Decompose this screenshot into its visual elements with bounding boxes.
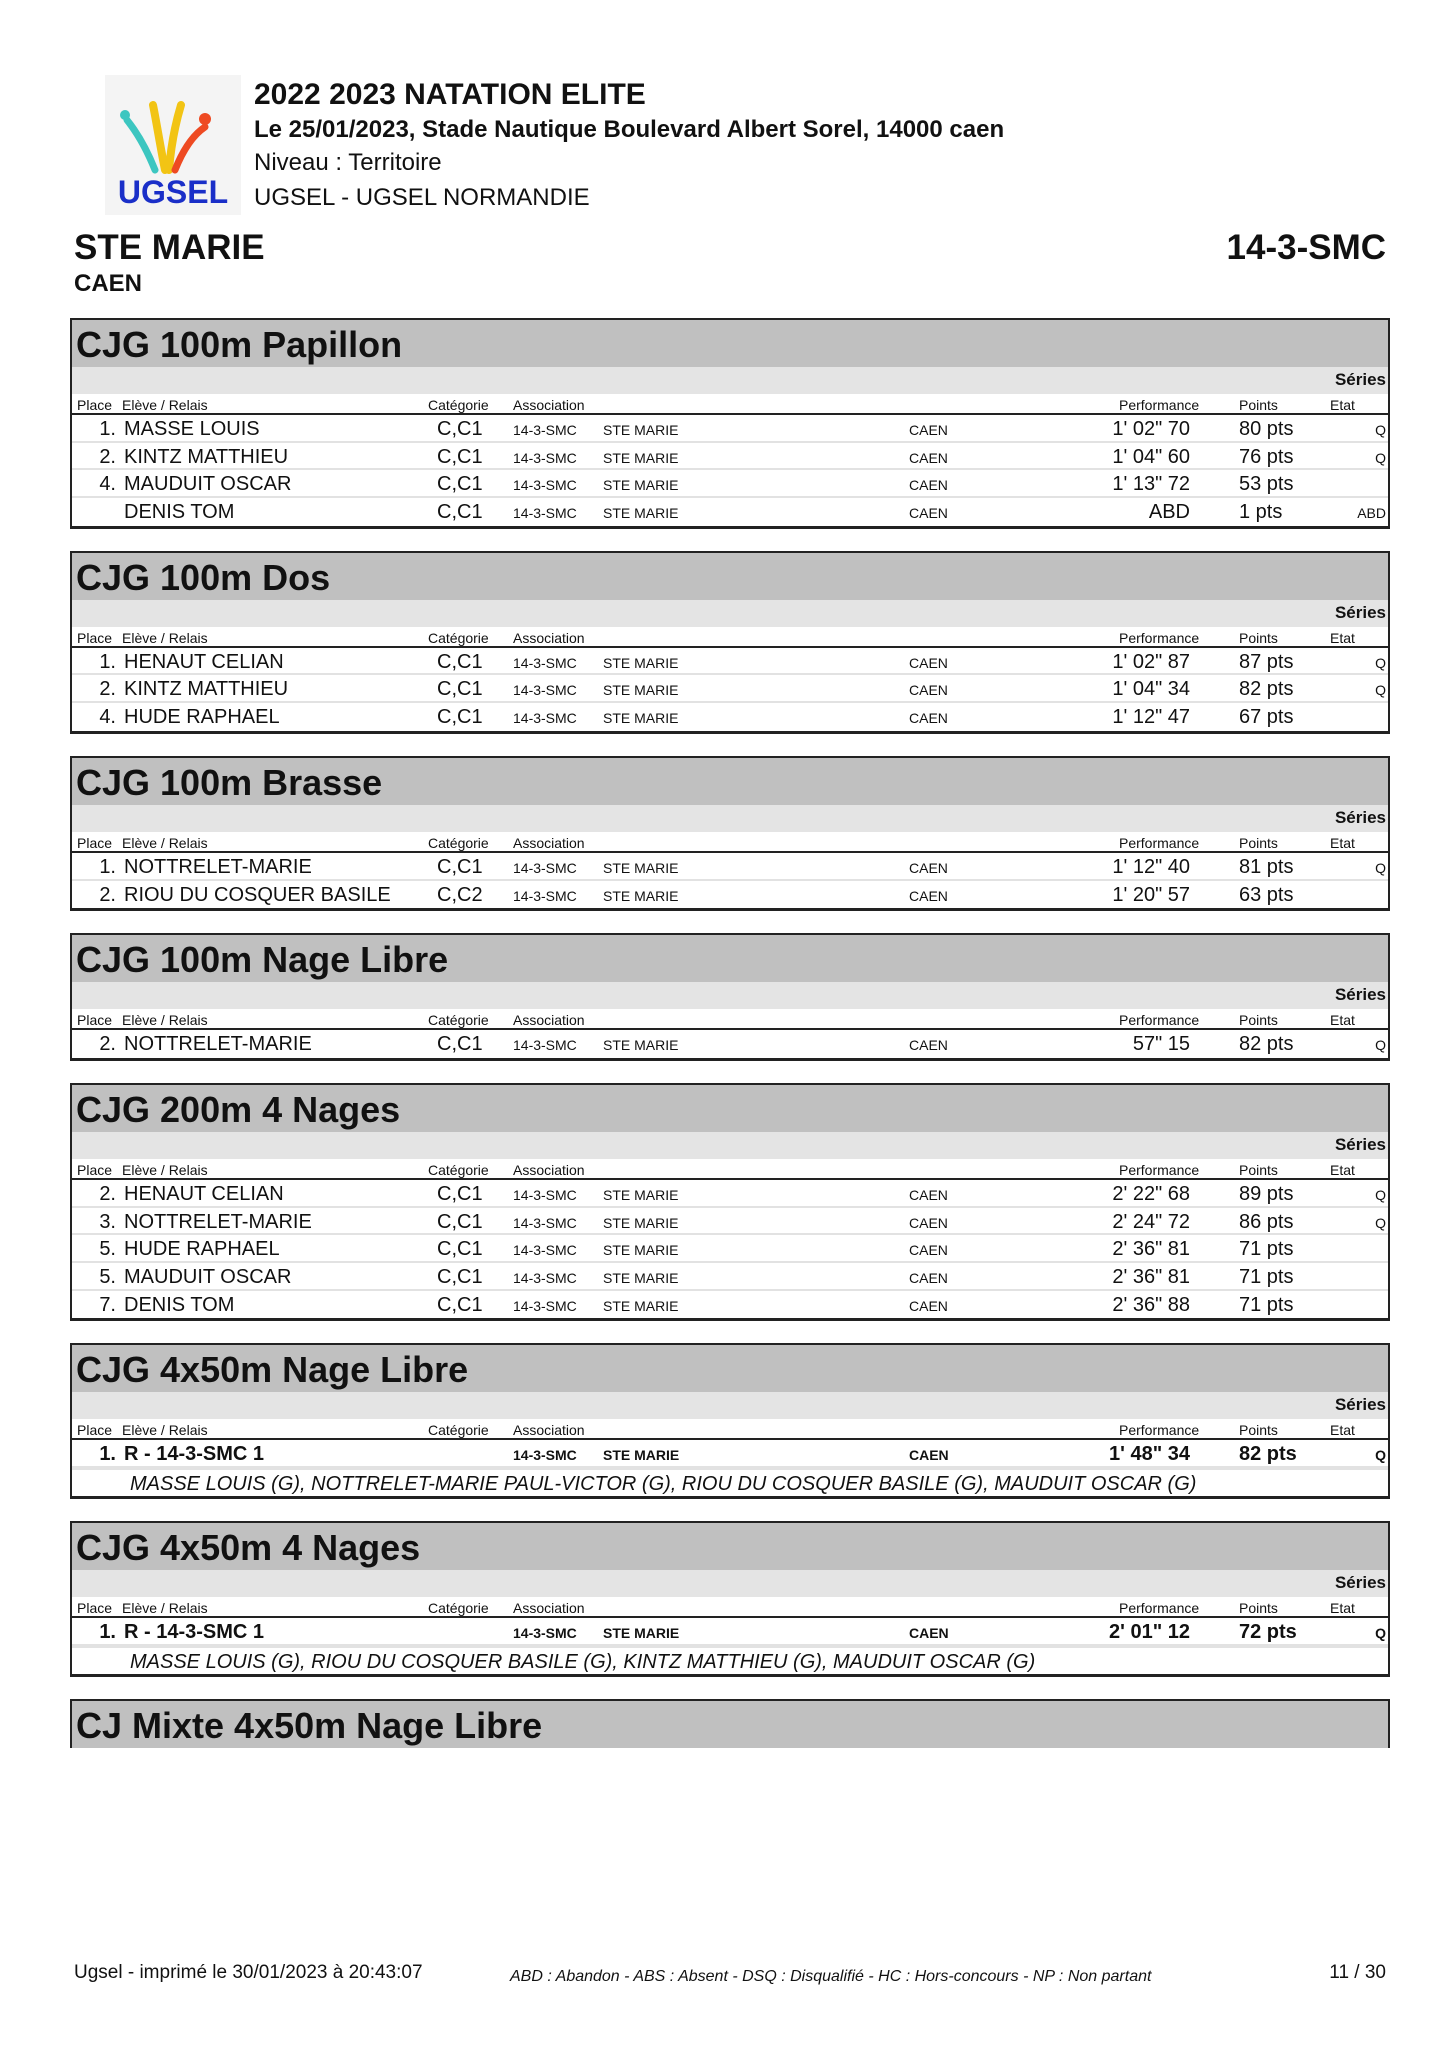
column-header-row xyxy=(72,627,1388,648)
category: C,C1 xyxy=(437,1238,483,1261)
swimmer-name: MASSE LOUIS xyxy=(124,418,260,440)
col-eleve: Elève / Relais xyxy=(122,397,208,413)
col-association: Association xyxy=(513,629,585,646)
place: 1. xyxy=(99,418,116,440)
event-section xyxy=(70,1521,1390,1677)
association-city: CAEN xyxy=(909,1242,948,1259)
col-association: Association xyxy=(513,1012,585,1029)
place: 1. xyxy=(99,650,116,673)
col-association: Association xyxy=(513,1422,585,1439)
result-row xyxy=(72,443,1388,471)
points: 87 pts xyxy=(1239,650,1294,673)
performance: ABD xyxy=(1148,501,1190,524)
performance: 1' 20" 57 xyxy=(1112,883,1190,906)
association-name: STE MARIE xyxy=(603,859,679,876)
club-name: STE MARIE xyxy=(74,228,265,267)
result-row xyxy=(72,415,1388,443)
association-name: STE MARIE xyxy=(603,1186,679,1203)
association-city: CAEN xyxy=(909,887,948,904)
association-code: 14-3-SMC xyxy=(513,1625,577,1641)
performance: 2' 22" 68 xyxy=(1112,1182,1190,1205)
series-label: Séries xyxy=(1334,1395,1386,1415)
association-code: 14-3-SMC xyxy=(513,1214,577,1231)
place: 3. xyxy=(99,1210,116,1233)
place: 4. xyxy=(99,473,116,496)
swimmer-name: NOTTRELET-MARIE xyxy=(124,1033,312,1056)
event-title: CJG 100m Nage Libre xyxy=(72,935,1388,982)
category: C,C1 xyxy=(437,418,483,440)
place: 2. xyxy=(99,445,116,468)
points: 72 pts xyxy=(1239,1621,1297,1643)
relay-row xyxy=(72,1618,1388,1646)
association-name: STE MARIE xyxy=(603,1447,680,1464)
points: 81 pts xyxy=(1239,855,1294,878)
category: C,C1 xyxy=(437,1265,483,1288)
swimmer-name: HENAUT CELIAN xyxy=(124,1182,284,1205)
place: 2. xyxy=(99,678,116,701)
col-eleve: Elève / Relais xyxy=(122,1422,208,1439)
event-title: CJG 4x50m Nage Libre xyxy=(72,1345,1388,1392)
association-code: 14-3-SMC xyxy=(513,422,577,438)
series-label: Séries xyxy=(1334,1134,1386,1154)
column-header-row xyxy=(72,832,1388,853)
category: C,C1 xyxy=(437,1293,483,1316)
result-row xyxy=(72,470,1388,498)
event-title: CJG 200m 4 Nages xyxy=(72,1085,1388,1132)
col-categorie: Catégorie xyxy=(428,1422,489,1439)
col-etat: Etat xyxy=(1330,1600,1355,1616)
points: 63 pts xyxy=(1239,883,1294,906)
place: 1. xyxy=(99,1443,116,1466)
performance: 1' 04" 60 xyxy=(1112,445,1190,468)
place: 2. xyxy=(99,883,116,906)
swimmer-name: RIOU DU COSQUER BASILE xyxy=(124,883,391,906)
association-city: CAEN xyxy=(909,1625,949,1641)
association-city: CAEN xyxy=(909,1214,948,1231)
performance: 57" 15 xyxy=(1132,1033,1190,1056)
points: 67 pts xyxy=(1239,706,1294,729)
relay-members-text: MASSE LOUIS (G), NOTTRELET-MARIE PAUL-VICTOR (G), RIOU DU COSQUER BASILE (G), MAUDUIT OSCAR (G) xyxy=(130,1473,1197,1495)
association-name: STE MARIE xyxy=(603,505,679,522)
col-place: Place xyxy=(77,397,113,413)
association-code: 14-3-SMC xyxy=(513,682,577,699)
association-name: STE MARIE xyxy=(603,1269,679,1286)
col-categorie: Catégorie xyxy=(428,1012,489,1029)
swimmer-name: DENIS TOM xyxy=(124,1293,235,1316)
swimmer-name: DENIS TOM xyxy=(124,501,235,524)
col-place: Place xyxy=(77,629,113,646)
points: 89 pts xyxy=(1239,1182,1294,1205)
association-name: STE MARIE xyxy=(603,1242,679,1259)
etat: Q xyxy=(1375,1214,1386,1231)
competition-date-venue: Le 25/01/2023, Stade Nautique Boulevard Albert Sorel, 14000 caen xyxy=(254,116,1005,143)
points: 71 pts xyxy=(1239,1238,1294,1261)
points: 1 pts xyxy=(1239,501,1283,524)
association-code: 14-3-SMC xyxy=(513,1037,577,1054)
col-place: Place xyxy=(77,1600,113,1616)
performance: 1' 12" 47 xyxy=(1112,706,1190,729)
association-code: 14-3-SMC xyxy=(513,449,577,466)
association-code: 14-3-SMC xyxy=(513,654,577,671)
column-header-row xyxy=(72,1597,1388,1618)
footer-printed: Ugsel - imprimé le 30/01/2023 à 20:43:07 xyxy=(74,1962,423,1983)
result-row xyxy=(72,1291,1388,1319)
association-city: CAEN xyxy=(909,1297,948,1314)
col-eleve: Elève / Relais xyxy=(122,1600,208,1616)
place: 4. xyxy=(99,706,116,729)
place: 5. xyxy=(99,1265,116,1288)
col-points: Points xyxy=(1239,1422,1278,1439)
col-eleve: Elève / Relais xyxy=(122,629,208,646)
series-band xyxy=(72,1132,1388,1159)
association-name: STE MARIE xyxy=(603,1297,679,1314)
association-code: 14-3-SMC xyxy=(513,710,577,727)
performance: 2' 36" 81 xyxy=(1112,1265,1190,1288)
association-code: 14-3-SMC xyxy=(513,505,577,522)
performance: 1' 02" 87 xyxy=(1112,650,1190,673)
col-etat: Etat xyxy=(1330,629,1355,646)
competition-title: 2022 2023 NATATION ELITE xyxy=(254,78,646,111)
place: 1. xyxy=(99,1621,116,1643)
association-code: 14-3-SMC xyxy=(513,887,577,904)
association-city: CAEN xyxy=(909,1186,948,1203)
etat: ABD xyxy=(1357,505,1386,522)
place: 2. xyxy=(99,1182,116,1205)
association-city: CAEN xyxy=(909,859,948,876)
relay-members xyxy=(72,1646,1388,1674)
col-performance: Performance xyxy=(1119,1422,1200,1439)
col-categorie: Catégorie xyxy=(428,1161,489,1178)
category: C,C1 xyxy=(437,445,483,468)
col-eleve: Elève / Relais xyxy=(122,834,208,851)
col-association: Association xyxy=(513,834,585,851)
category: C,C1 xyxy=(437,473,483,496)
result-row xyxy=(72,703,1388,731)
association-code: 14-3-SMC xyxy=(513,1269,577,1286)
col-points: Points xyxy=(1239,1161,1278,1178)
association-code: 14-3-SMC xyxy=(513,859,577,876)
swimmer-name: KINTZ MATTHIEU xyxy=(124,445,289,468)
col-performance: Performance xyxy=(1119,834,1200,851)
series-band xyxy=(72,1392,1388,1419)
col-performance: Performance xyxy=(1119,1161,1200,1178)
swimmer-name: MAUDUIT OSCAR xyxy=(124,473,292,496)
ugsel-logo xyxy=(105,75,241,215)
series-label: Séries xyxy=(1334,602,1386,622)
swimmer-name: R - 14-3-SMC 1 xyxy=(124,1443,265,1466)
svg-text:UGSEL: UGSEL xyxy=(117,174,229,210)
col-eleve: Elève / Relais xyxy=(122,1161,208,1178)
col-performance: Performance xyxy=(1119,397,1200,413)
result-row xyxy=(72,881,1388,909)
category: C,C1 xyxy=(437,678,483,701)
footer-legend: ABD : Abandon - ABS : Absent - DSQ : Disqualifié - HC : Hors-concours - NP : Non partant xyxy=(510,1968,1152,1985)
relay-row xyxy=(72,1440,1388,1468)
result-row xyxy=(72,648,1388,676)
col-etat: Etat xyxy=(1330,397,1355,413)
series-label: Séries xyxy=(1334,370,1386,389)
performance: 1' 04" 34 xyxy=(1112,678,1190,701)
association-name: STE MARIE xyxy=(603,477,679,494)
col-association: Association xyxy=(513,397,585,413)
column-header-row xyxy=(72,1009,1388,1030)
association-name: STE MARIE xyxy=(603,1214,679,1231)
event-section xyxy=(70,1083,1390,1321)
association-city: CAEN xyxy=(909,422,948,438)
performance: 2' 36" 88 xyxy=(1112,1293,1190,1316)
col-place: Place xyxy=(77,1161,113,1178)
result-row xyxy=(72,1235,1388,1263)
event-section xyxy=(70,318,1390,529)
col-points: Points xyxy=(1239,397,1278,413)
col-performance: Performance xyxy=(1119,1012,1200,1029)
column-header-row xyxy=(72,1419,1388,1440)
swimmer-name: HENAUT CELIAN xyxy=(124,650,284,673)
performance: 2' 24" 72 xyxy=(1112,1210,1190,1233)
event-title: CJG 100m Dos xyxy=(72,553,1388,600)
col-etat: Etat xyxy=(1330,1422,1355,1439)
event-title: CJG 100m Brasse xyxy=(72,758,1388,805)
event-section xyxy=(70,551,1390,734)
performance: 1' 02" 70 xyxy=(1112,418,1190,440)
event-section xyxy=(70,1343,1390,1499)
event-section xyxy=(70,933,1390,1061)
event-title: CJG 100m Papillon xyxy=(72,320,1388,367)
swimmer-name: HUDE RAPHAEL xyxy=(124,1238,280,1261)
etat: Q xyxy=(1375,1186,1386,1203)
points: 80 pts xyxy=(1239,418,1294,440)
points: 76 pts xyxy=(1239,445,1294,468)
association-city: CAEN xyxy=(909,477,948,494)
result-row xyxy=(72,498,1388,526)
association-name: STE MARIE xyxy=(603,887,679,904)
series-label: Séries xyxy=(1334,985,1386,1005)
category: C,C1 xyxy=(437,1182,483,1205)
place: 5. xyxy=(99,1238,116,1261)
etat: Q xyxy=(1375,449,1386,466)
col-points: Points xyxy=(1239,834,1278,851)
points: 82 pts xyxy=(1239,678,1294,701)
col-place: Place xyxy=(77,1422,113,1439)
swimmer-name: NOTTRELET-MARIE xyxy=(124,855,312,878)
association-city: CAEN xyxy=(909,1269,948,1286)
association-city: CAEN xyxy=(909,654,948,671)
result-row xyxy=(72,853,1388,881)
col-performance: Performance xyxy=(1119,1600,1200,1616)
relay-members xyxy=(72,1468,1388,1496)
competition-level: Niveau : Territoire xyxy=(254,149,442,176)
col-categorie: Catégorie xyxy=(428,1600,489,1616)
association-name: STE MARIE xyxy=(603,1625,680,1641)
category: C,C1 xyxy=(437,706,483,729)
points: 82 pts xyxy=(1239,1443,1297,1466)
club-code: 14-3-SMC xyxy=(1226,228,1386,267)
series-band xyxy=(72,805,1388,832)
col-place: Place xyxy=(77,834,113,851)
series-band xyxy=(72,367,1388,394)
etat: Q xyxy=(1375,859,1386,876)
association-city: CAEN xyxy=(909,1037,948,1054)
col-association: Association xyxy=(513,1161,585,1178)
category: C,C1 xyxy=(437,855,483,878)
page-number: 11 / 30 xyxy=(1329,1962,1386,1983)
association-code: 14-3-SMC xyxy=(513,1186,577,1203)
etat: Q xyxy=(1375,1447,1386,1464)
events-list xyxy=(70,318,1390,1770)
event-section xyxy=(70,756,1390,911)
association-name: STE MARIE xyxy=(603,710,679,727)
col-etat: Etat xyxy=(1330,834,1355,851)
performance: 1' 12" 40 xyxy=(1112,855,1190,878)
club-city: CAEN xyxy=(74,270,143,297)
col-performance: Performance xyxy=(1119,629,1200,646)
performance: 1' 48" 34 xyxy=(1109,1443,1190,1466)
relay-members-text: MASSE LOUIS (G), RIOU DU COSQUER BASILE (G), KINTZ MATTHIEU (G), MAUDUIT OSCAR (G) xyxy=(130,1650,1036,1673)
col-place: Place xyxy=(77,1012,113,1029)
swimmer-name: NOTTRELET-MARIE xyxy=(124,1210,312,1233)
category: C,C1 xyxy=(437,1210,483,1233)
place: 1. xyxy=(99,855,116,878)
association-city: CAEN xyxy=(909,449,948,466)
etat: Q xyxy=(1375,682,1386,699)
place: 2. xyxy=(99,1033,116,1056)
association-name: STE MARIE xyxy=(603,654,679,671)
association-city: CAEN xyxy=(909,505,948,522)
category: C,C1 xyxy=(437,501,483,524)
etat: Q xyxy=(1375,654,1386,671)
organizer: UGSEL - UGSEL NORMANDIE xyxy=(254,184,590,211)
result-row xyxy=(72,1180,1388,1208)
col-categorie: Catégorie xyxy=(428,629,489,646)
performance: 2' 36" 81 xyxy=(1112,1238,1190,1261)
col-etat: Etat xyxy=(1330,1012,1355,1029)
association-code: 14-3-SMC xyxy=(513,1447,577,1464)
series-band xyxy=(72,982,1388,1009)
performance: 2' 01" 12 xyxy=(1109,1621,1190,1643)
col-eleve: Elève / Relais xyxy=(122,1012,208,1029)
association-code: 14-3-SMC xyxy=(513,1297,577,1314)
category: C,C1 xyxy=(437,1033,483,1056)
column-header-row xyxy=(72,394,1388,415)
performance: 1' 13" 72 xyxy=(1112,473,1190,496)
series-band xyxy=(72,600,1388,627)
col-association: Association xyxy=(513,1600,585,1616)
col-etat: Etat xyxy=(1330,1161,1355,1178)
result-row xyxy=(72,675,1388,703)
col-categorie: Catégorie xyxy=(428,834,489,851)
association-code: 14-3-SMC xyxy=(513,477,577,494)
etat: Q xyxy=(1375,1037,1386,1054)
swimmer-name: MAUDUIT OSCAR xyxy=(124,1265,292,1288)
place: 7. xyxy=(99,1293,116,1316)
category: C,C1 xyxy=(437,650,483,673)
series-label: Séries xyxy=(1334,1573,1386,1592)
col-points: Points xyxy=(1239,629,1278,646)
col-points: Points xyxy=(1239,1012,1278,1029)
series-label: Séries xyxy=(1334,807,1386,827)
column-header-row xyxy=(72,1159,1388,1180)
event-title: CJ Mixte 4x50m Nage Libre xyxy=(72,1701,1388,1748)
association-name: STE MARIE xyxy=(603,449,679,466)
result-row xyxy=(72,1030,1388,1058)
points: 82 pts xyxy=(1239,1033,1294,1056)
etat: Q xyxy=(1375,422,1386,438)
association-city: CAEN xyxy=(909,710,948,727)
event-section xyxy=(70,1699,1390,1748)
result-row xyxy=(72,1263,1388,1291)
etat: Q xyxy=(1375,1625,1386,1641)
series-band xyxy=(72,1570,1388,1597)
col-categorie: Catégorie xyxy=(428,397,489,413)
result-row xyxy=(72,1208,1388,1236)
points: 71 pts xyxy=(1239,1293,1294,1316)
swimmer-name: R - 14-3-SMC 1 xyxy=(124,1621,265,1643)
points: 71 pts xyxy=(1239,1265,1294,1288)
association-name: STE MARIE xyxy=(603,1037,679,1054)
event-title: CJG 4x50m 4 Nages xyxy=(72,1523,1388,1570)
points: 86 pts xyxy=(1239,1210,1294,1233)
swimmer-name: HUDE RAPHAEL xyxy=(124,706,280,729)
category: C,C2 xyxy=(437,883,483,906)
association-name: STE MARIE xyxy=(603,682,679,699)
col-points: Points xyxy=(1239,1600,1278,1616)
association-code: 14-3-SMC xyxy=(513,1242,577,1259)
points: 53 pts xyxy=(1239,473,1294,496)
association-city: CAEN xyxy=(909,1447,949,1464)
association-city: CAEN xyxy=(909,682,948,699)
swimmer-name: KINTZ MATTHIEU xyxy=(124,678,289,701)
association-name: STE MARIE xyxy=(603,422,679,438)
